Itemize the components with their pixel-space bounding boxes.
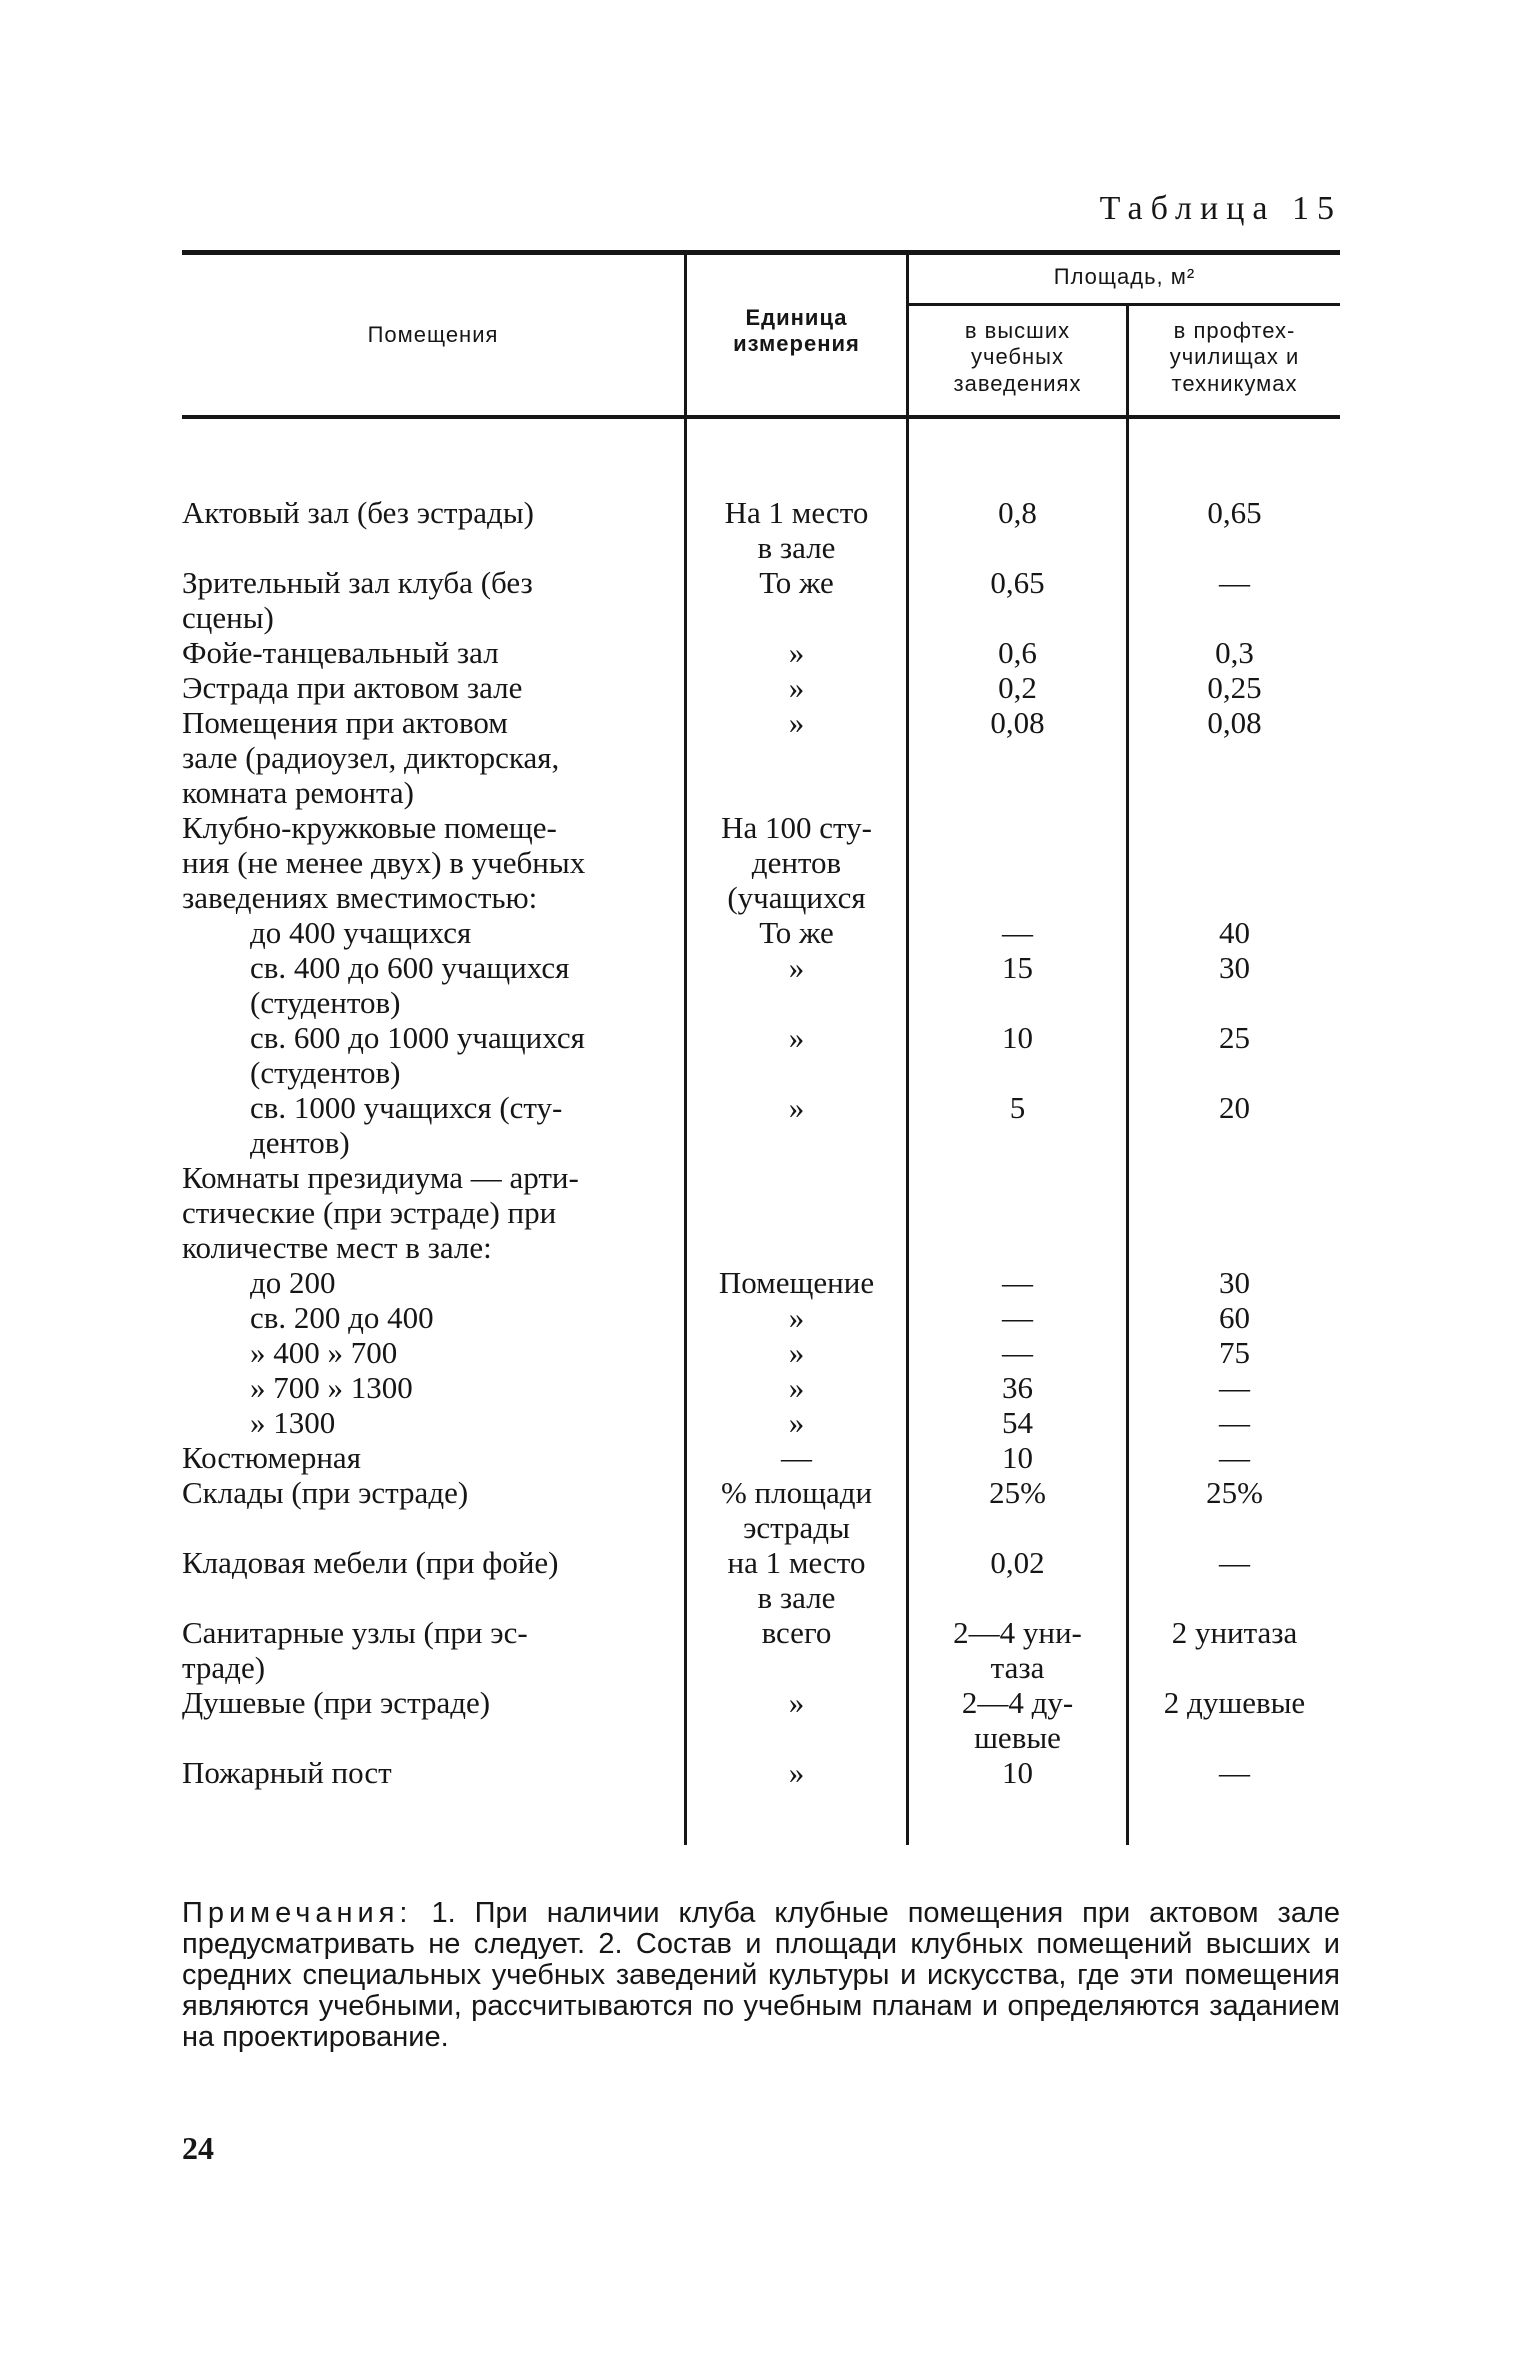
table-row (0, 565, 1536, 635)
room-cell: св. 1000 учащихся (сту- дентов) (250, 1090, 563, 1160)
table-row (0, 1405, 1536, 1440)
table-row (0, 1335, 1536, 1370)
table-row (0, 950, 1536, 1020)
higher-education-area-cell: 25% (989, 1475, 1046, 1510)
unit-cell: На 100 сту- дентов (учащихся (721, 810, 872, 915)
room-cell: » 700 » 1300 (250, 1370, 413, 1405)
room-cell: св. 200 до 400 (250, 1300, 434, 1335)
vocational-area-cell: 30 (1219, 950, 1250, 985)
room-cell: Эстрада при актовом зале (182, 670, 523, 705)
room-cell: Склады (при эстраде) (182, 1475, 469, 1510)
vocational-area-cell: — (1219, 1755, 1250, 1790)
higher-education-area-cell: — (1002, 1335, 1033, 1370)
higher-education-area-cell: 10 (1002, 1755, 1033, 1790)
room-cell: » 1300 (250, 1405, 336, 1440)
higher-education-area-cell: 36 (1002, 1370, 1033, 1405)
higher-education-area-cell: 15 (1002, 950, 1033, 985)
unit-cell: То же (759, 565, 834, 600)
header-unit: Единица измерения (733, 305, 860, 357)
unit-cell: На 1 место в зале (724, 495, 869, 565)
higher-education-area-cell: 0,02 (990, 1545, 1045, 1580)
room-cell: Санитарные узлы (при эс- траде) (182, 1615, 528, 1685)
table-header-rule (182, 415, 1340, 419)
unit-cell: Помещение (718, 1265, 875, 1300)
header-vocational: в профтех- училищах и техникумах (1169, 318, 1300, 396)
unit-cell: » (788, 1405, 805, 1440)
higher-education-area-cell: 0,8 (998, 495, 1037, 530)
vocational-area-cell: 2 душевые (1163, 1685, 1306, 1720)
vocational-area-cell: 0,65 (1207, 495, 1262, 530)
table-row (0, 1090, 1536, 1160)
higher-education-area-cell: 2—4 уни- таза (953, 1615, 1082, 1685)
table-row (0, 1615, 1536, 1685)
unit-cell: » (788, 635, 805, 670)
unit-cell: всего (761, 1615, 832, 1650)
higher-education-area-cell: 10 (1002, 1440, 1033, 1475)
vocational-area-cell: 25 (1219, 1020, 1250, 1055)
header-area: Площадь, м² (1053, 264, 1196, 289)
notes-text: 1. При наличии клуба клубные помещения при актовом зале предусматривать не следует. 2. Состав и площади клубных помещений высших и средних специальных учебных заведений культуры и искусства, где эти помещения являются учебными, рассчитываются по учебным планам и определяются заданием на проектирование. (182, 1897, 1340, 2053)
unit-cell: » (788, 1755, 805, 1790)
table-row (0, 635, 1536, 670)
table-row (0, 705, 1536, 810)
room-cell: Кладовая мебели (при фойе) (182, 1545, 559, 1580)
unit-cell: » (788, 670, 805, 705)
room-cell: Костюмерная (182, 1440, 361, 1475)
notes-label: Примечания: (182, 1897, 413, 1929)
table-row (0, 1160, 1536, 1265)
page-number: 24 (182, 2130, 214, 2166)
table-row (0, 1300, 1536, 1335)
vocational-area-cell: 60 (1219, 1300, 1250, 1335)
room-cell: до 400 учащихся (250, 915, 472, 950)
table-row (0, 810, 1536, 915)
vocational-area-cell: 2 унитаза (1171, 1615, 1298, 1650)
table-top-rule (182, 250, 1340, 255)
higher-education-area-cell: 5 (1009, 1090, 1026, 1125)
table-row (0, 1475, 1536, 1545)
unit-cell: — (781, 1440, 812, 1475)
unit-cell: » (788, 950, 805, 985)
room-cell: Фойе-танцевальный зал (182, 635, 499, 670)
table-row (0, 495, 1536, 565)
unit-cell: » (788, 1685, 805, 1720)
vocational-area-cell: — (1219, 1405, 1250, 1440)
vocational-area-cell: 20 (1219, 1090, 1250, 1125)
vocational-area-cell: — (1219, 1440, 1250, 1475)
room-cell: Комнаты президиума — арти- стические (при эстраде) при количестве мест в зале: (182, 1160, 579, 1265)
room-cell: Душевые (при эстраде) (182, 1685, 491, 1720)
table-row (0, 670, 1536, 705)
vocational-area-cell: — (1219, 1545, 1250, 1580)
table-row (0, 1020, 1536, 1090)
vocational-area-cell: 0,08 (1207, 705, 1262, 740)
notes (182, 1898, 1340, 2053)
room-cell: Пожарный пост (182, 1755, 392, 1790)
higher-education-area-cell: — (1002, 1265, 1033, 1300)
higher-education-area-cell: 0,65 (990, 565, 1045, 600)
table-caption: Таблица 15 (1099, 190, 1342, 227)
higher-education-area-cell: 0,08 (990, 705, 1045, 740)
table-row (0, 1545, 1536, 1615)
unit-cell: » (788, 1300, 805, 1335)
table-row (0, 915, 1536, 950)
area-header-rule (906, 303, 1340, 306)
vocational-area-cell: 40 (1219, 915, 1250, 950)
room-cell: Актовый зал (без эстрады) (182, 495, 534, 530)
unit-cell: » (788, 1020, 805, 1055)
vocational-area-cell: — (1219, 1370, 1250, 1405)
table-row (0, 1755, 1536, 1790)
table-row (0, 1265, 1536, 1300)
higher-education-area-cell: 2—4 ду- шевые (961, 1685, 1074, 1755)
unit-cell: » (788, 1090, 805, 1125)
room-cell: св. 400 до 600 учащихся (студентов) (250, 950, 570, 1020)
room-cell: Клубно-кружковые помеще- ния (не менее двух) в учебных заведениях вместимостью: (182, 810, 586, 915)
header-higher-education: в высших учебных заведениях (953, 318, 1082, 396)
vocational-area-cell: 0,25 (1207, 670, 1262, 705)
table-row (0, 1440, 1536, 1475)
table-body (0, 495, 1536, 1790)
vocational-area-cell: — (1219, 565, 1250, 600)
higher-education-area-cell: — (1002, 1300, 1033, 1335)
unit-cell: » (788, 1335, 805, 1370)
unit-cell: » (788, 1370, 805, 1405)
vocational-area-cell: 25% (1206, 1475, 1263, 1510)
unit-cell: % площади эстрады (720, 1475, 873, 1545)
room-cell: Помещения при актовом зале (радиоузел, дикторская, комната ремонта) (182, 705, 560, 810)
vocational-area-cell: 75 (1219, 1335, 1250, 1370)
room-cell: Зрительный зал клуба (без сцены) (182, 565, 533, 635)
higher-education-area-cell: 10 (1002, 1020, 1033, 1055)
unit-cell: на 1 место в зале (727, 1545, 866, 1615)
higher-education-area-cell: — (1002, 915, 1033, 950)
vocational-area-cell: 30 (1219, 1265, 1250, 1300)
vocational-area-cell: 0,3 (1215, 635, 1254, 670)
table-row (0, 1685, 1536, 1755)
higher-education-area-cell: 0,2 (998, 670, 1037, 705)
room-cell: до 200 (250, 1265, 336, 1300)
unit-cell: То же (759, 915, 834, 950)
header-rooms: Помещения (367, 322, 499, 347)
higher-education-area-cell: 54 (1002, 1405, 1033, 1440)
table-row (0, 1370, 1536, 1405)
room-cell: » 400 » 700 (250, 1335, 398, 1370)
room-cell: св. 600 до 1000 учащихся (студентов) (250, 1020, 585, 1090)
higher-education-area-cell: 0,6 (998, 635, 1037, 670)
unit-cell: » (788, 705, 805, 740)
